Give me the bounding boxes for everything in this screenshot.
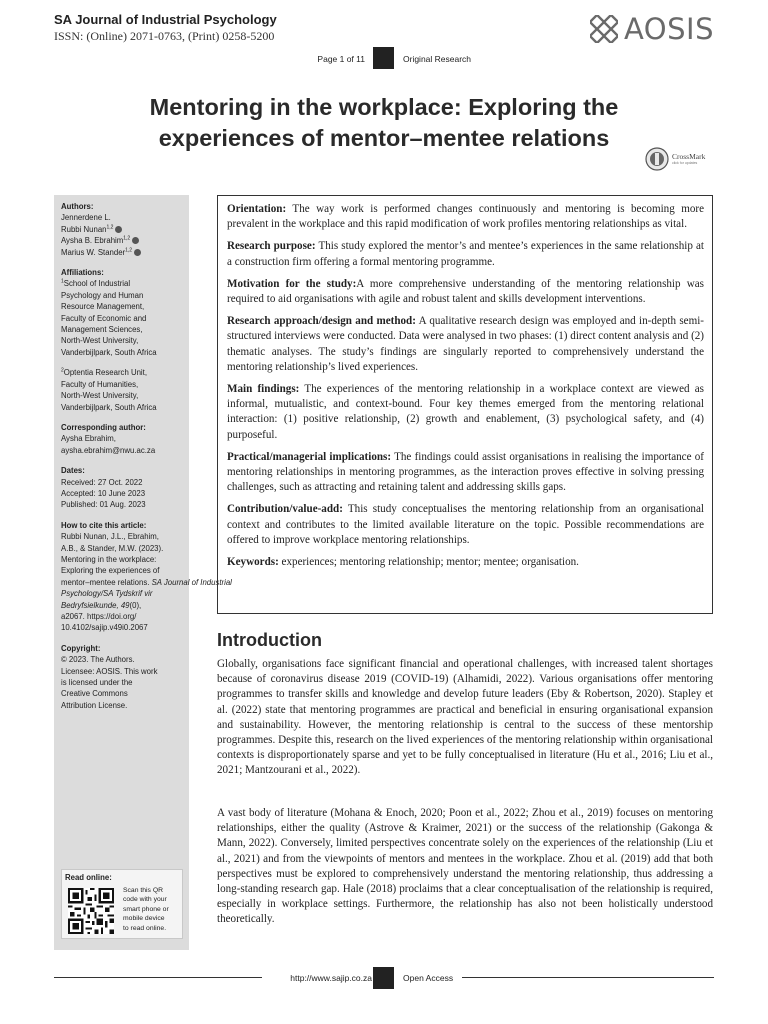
author-name: Jennerdene L.: [61, 213, 111, 223]
read-online-heading: Read online:: [65, 873, 112, 882]
copyright-line: © 2023. The Authors.: [61, 655, 135, 665]
date-accepted: Accepted: 10 June 2023: [61, 488, 146, 498]
cite-line: Rubbi Nunan, J.L., Ebrahim,: [61, 532, 159, 542]
affiliation-marker: 1,2: [106, 224, 114, 231]
affiliation-line: Faculty of Economic and: [61, 313, 147, 323]
crossmark-label: CrossMark: [672, 152, 706, 161]
cite-line: Exploring the experiences of: [61, 566, 160, 576]
footer-block: [373, 967, 394, 989]
cite-doi[interactable]: 10.4102/sajip.v49i0.2067: [61, 623, 148, 633]
affiliation-marker: 1,2: [123, 235, 131, 242]
abstract-keywords: Keywords: experiences; mentoring relationship; mentor; mentee; organisation.: [227, 556, 579, 569]
affiliation-line: Vanderbijlpark, South Africa: [61, 402, 157, 412]
cite-line: Bedryfsielkunde, 49(0),: [61, 600, 142, 610]
abstract-purpose: Research purpose: This study explored the mentor’s and mentee’s experiences in the same relationship at a construction firm offering a formal mentoring programme.: [227, 240, 704, 268]
aosis-logo-icon: [590, 15, 618, 43]
article-type: Original Research: [403, 54, 472, 64]
author-name: Marius W. Stander: [61, 247, 126, 257]
section-heading-introduction: Introduction: [217, 630, 322, 650]
footer-rule-right: [462, 977, 714, 978]
article-title: [54, 92, 714, 154]
abstract-motivation: Motivation for the study:A more comprehensive understanding of the mentoring relationship was required to aid organisations with agile and robust talent and skills development interventions.: [227, 277, 704, 306]
author-name: Aysha B. Ebrahim: [61, 236, 124, 246]
abstract-orientation: Orientation: The way work is performed changes continuously and mentoring is becoming more prevalent in the workplace and this rapid modification of work profiles mentoring relationships as vital.: [227, 203, 704, 231]
cite-line: Mentoring in the workplace:: [61, 554, 157, 564]
abstract-findings: Main findings: The experiences of the mentoring relationship in a workplace context are viewed as informal, mutualistic, and context-bound. Four key themes emerged from the mentoring relational interaction: (1) positive relationship, (2) growth and enablement, (3) psychological safety, and (4) purposeful.: [227, 383, 704, 441]
journal-header: [54, 12, 277, 44]
affiliation-line: Psychology and Human: [61, 290, 144, 300]
author-name: Rubbi Nunan: [61, 224, 107, 234]
footer-rule-left: [54, 977, 262, 978]
abstract-implications: Practical/managerial implications: The findings could assist organisations in realising the importance of mentoring relationships in mentoring programmes, as the interaction proves effective in solving pressing challenges, such as attracting and retaining talent and addressing skills gaps.: [227, 450, 704, 494]
qr-instructions: Scan this QR code with your smart phone or mobile device to read online.: [123, 887, 169, 932]
publisher-name: AOSIS: [623, 12, 714, 46]
date-published: Published: 01 Aug. 2023: [61, 500, 146, 510]
body-paragraph: A vast body of literature (Mohana & Enoch, 2020; Poon et al., 2022; Zhou et al., 2019) focuses on mentoring relationships, either the quality (Astrove & Kraimer, 2021) or the success of the relationship (Gakonga & Mann, 2022). Conversely, limited perspectives concentrate solely on the experiences of the relationship (Liu et al., 2021) and from the viewpoints of mentors and mentees in the workplace. Zhou et al. (2019) add that both perspectives must be explored to comprehensively understand the mentoring relationship, thus addressing a long-standing research gap. Hale (2018) proclaims that a clear conceptualisation of the relationship is required, especially in workplace settings. Furthermore, the relationship has also not been holistically understood theoretically.: [217, 807, 713, 926]
dates-heading: Dates:: [61, 466, 85, 476]
title-line-2: experiences of mentor–mentee relations: [158, 125, 610, 151]
affiliation-line: North-West University,: [61, 391, 139, 401]
title-line-1: Mentoring in the workplace: Exploring the: [149, 94, 619, 120]
page-footer: [54, 967, 714, 989]
publisher-logo[interactable]: [590, 12, 714, 46]
footer-url[interactable]: http://www.sajip.co.za: [290, 973, 372, 983]
affiliation-line: $^1$School of Industrial: [61, 278, 131, 289]
page-number: Page 1 of 11: [317, 54, 365, 64]
copyright-line: Creative Commons: [61, 689, 128, 699]
copyright-line: Licensee: AOSIS. This work: [61, 666, 158, 676]
affiliation-line: Vanderbijlpark, South Africa: [61, 347, 157, 357]
copyright-heading: Copyright:: [61, 643, 101, 653]
corresponding-email[interactable]: aysha.ebrahim@nwu.ac.za: [61, 445, 156, 455]
cite-volume: 49: [120, 600, 130, 610]
affiliation-line: Resource Management,: [61, 302, 145, 312]
issn: ISSN: (Online) 2071-0763, (Print) 0258-5200: [54, 29, 275, 43]
corresponding-heading: Corresponding author:: [61, 422, 146, 432]
orcid-icon[interactable]: [115, 226, 122, 233]
article-info-sidebar: [54, 195, 232, 950]
authors-heading: Authors:: [61, 202, 94, 211]
author-entry: [61, 235, 183, 246]
affiliation-number: 1: [61, 278, 64, 285]
orcid-icon[interactable]: [132, 237, 139, 244]
affiliation-marker: 1,2: [125, 247, 133, 254]
read-online-box: [61, 869, 183, 939]
crossmark-sub: click for updates: [672, 161, 698, 165]
date-received: Received: 27 Oct. 2022: [61, 477, 143, 487]
copyright-line: Attribution License.: [61, 700, 128, 710]
cite-line: mentor–mentee relations. SA Journal of Industrial: [61, 577, 232, 587]
journal-name: SA Journal of Industrial Psychology: [54, 12, 277, 27]
corresponding-name: Aysha Ebrahim,: [61, 434, 116, 444]
qr-code-icon[interactable]: [68, 888, 114, 934]
affiliation-line: $^2$Optentia Research Unit,: [61, 367, 147, 378]
author-entry: [61, 224, 183, 235]
page-bar: [0, 47, 768, 69]
cite-heading: How to cite this article:: [61, 520, 147, 530]
crossmark-badge[interactable]: [645, 147, 705, 171]
cite-line: Psychology/SA Tydskrif vir: [61, 589, 153, 599]
affiliations-heading: Affiliations:: [61, 268, 104, 278]
affiliation-line: Faculty of Humanities,: [61, 379, 139, 389]
body-paragraph: Globally, organisations face significant financial and operational challenges, with increased talent shortages because of coronavirus disease 2019 (COVID-19) (Alhamidi, 2022). Various organisations offer mentoring programmes to transfer skills and knowledge and develop future leaders (Eby & Robertson, 2020). Stapley et al. (2022) state that mentoring programmes are practical and beneficial in ensuring organisational expansion and sustainability. However, the mentoring relationship is central to the success of these mentorship programmes. Despite this, research on the lived experiences of the mentoring relationship within organisational contexts is disproportionately sparse and yet to be fully conceptualised in literature (Hu et al., 2016; Liu et al., 2021; Mantzourani et al., 2022).: [217, 658, 713, 777]
orcid-icon[interactable]: [134, 249, 141, 256]
author-entry: [61, 247, 183, 258]
abstract-contribution: Contribution/value-add: This study conceptualises the mentoring relationship from an organisational context and contributes to the limited available literature on the topic. Possible recommendations are offered to improve workplace mentoring relationships.: [227, 503, 704, 546]
affiliation-line: Management Sciences,: [61, 325, 143, 335]
crossmark-icon: [645, 147, 669, 171]
page-bar-block: [373, 47, 394, 69]
cite-journal: SA Journal of Industrial: [151, 577, 232, 587]
abstract-method: Research approach/design and method: A qualitative research design was employed and in-depth semi-structured interviews were conducted. Data were analysed in two phases: (1) direct content analysis and (2) thematic analyses. The study’s findings are singularly reported to comprehensively understand the mentoring relationship’s lived experiences.: [227, 315, 704, 373]
cite-doi[interactable]: a2067. https://doi.org/: [61, 612, 137, 621]
affiliation-line: North-West University,: [61, 336, 139, 346]
footer-open-access: Open Access: [403, 973, 454, 983]
copyright-line: is licensed under the: [61, 678, 133, 688]
abstract-box: [217, 195, 713, 614]
cite-line: A.B., & Stander, M.W. (2023).: [61, 543, 164, 553]
affiliation-number: 2: [61, 367, 64, 374]
